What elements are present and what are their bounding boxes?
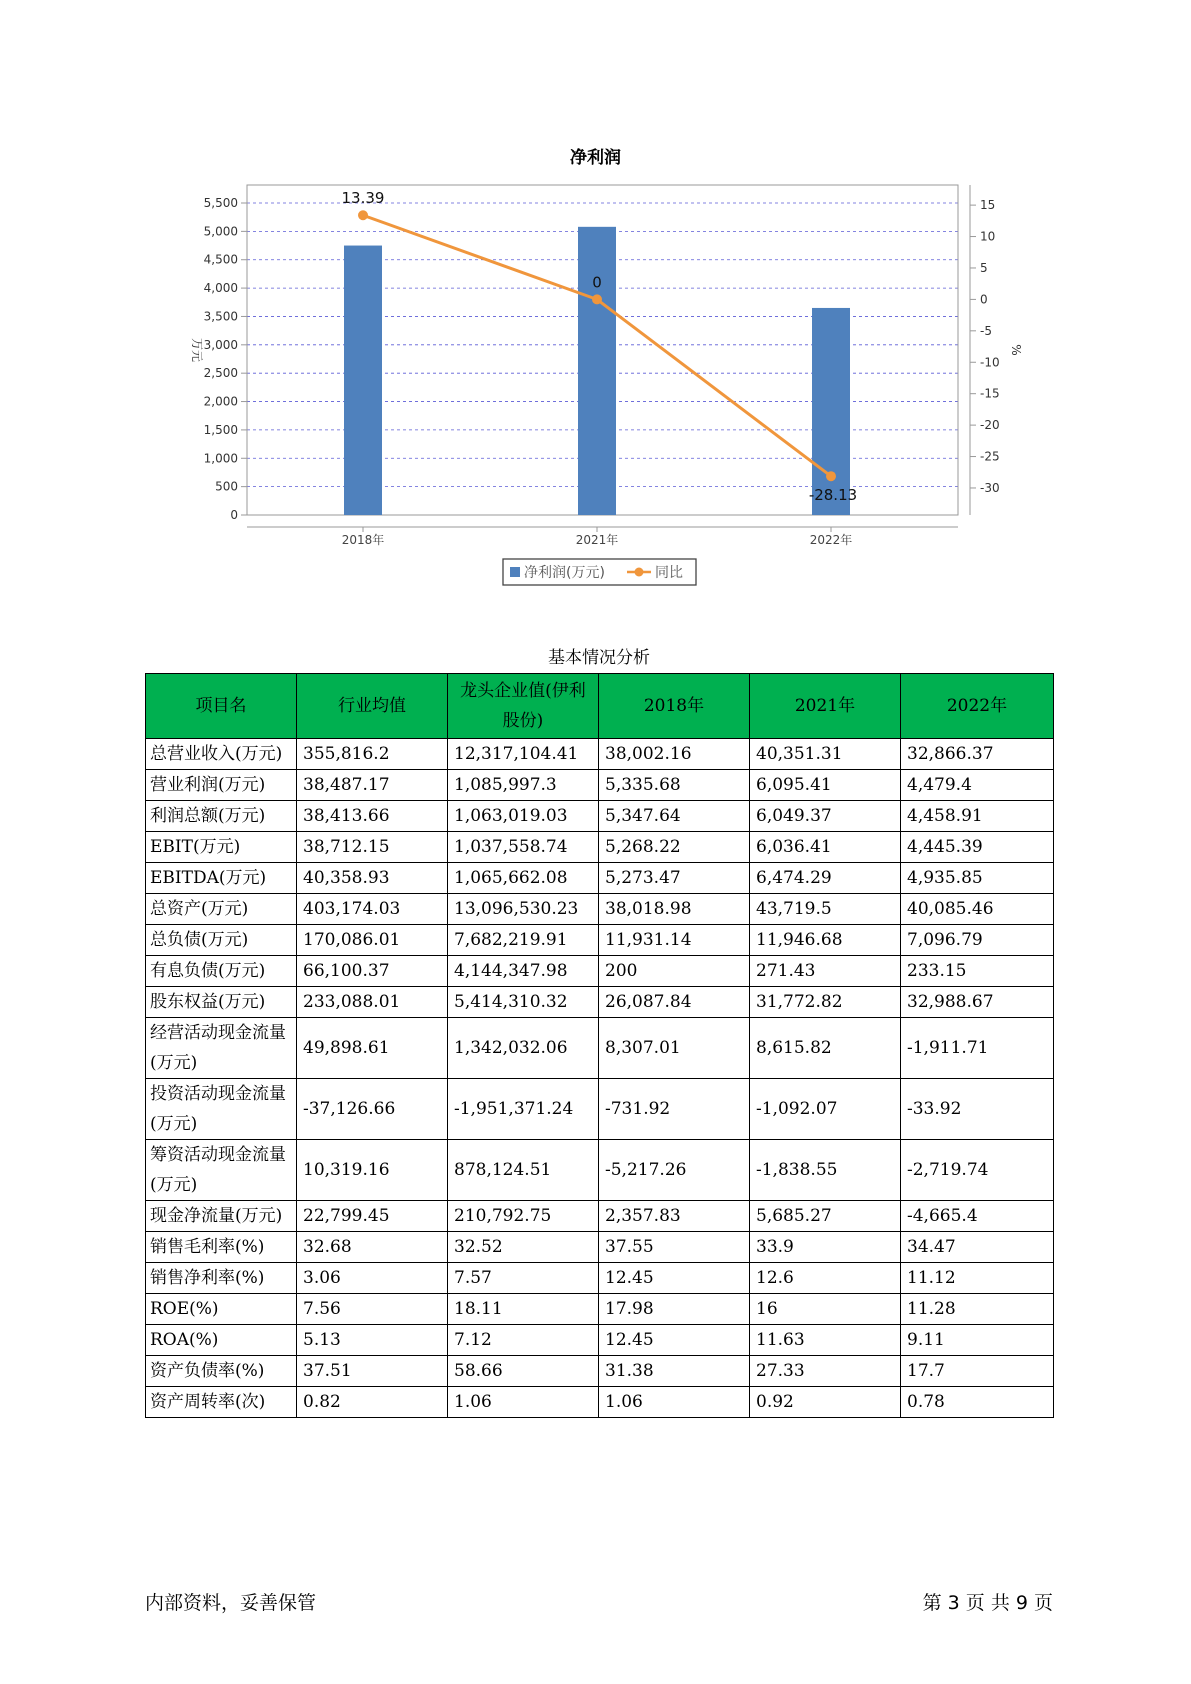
value-cell: -1,838.55: [750, 1140, 901, 1201]
yoy-point-2018年: [358, 210, 368, 220]
value-cell: 13,096,530.23: [448, 894, 599, 925]
value-cell: 18.11: [448, 1294, 599, 1325]
value-cell: 12,317,104.41: [448, 739, 599, 770]
basic-analysis-table: [145, 673, 1054, 1418]
left-tick-label: 2,500: [203, 366, 238, 381]
table-row: [146, 832, 1054, 863]
value-cell: 5,414,310.32: [448, 987, 599, 1018]
row-label-cell: 销售净利率(%): [146, 1263, 297, 1294]
value-cell: 43,719.5: [750, 894, 901, 925]
left-tick-label: 2,000: [203, 394, 238, 409]
right-tick-label: -10: [980, 355, 1000, 370]
table-row: [146, 1325, 1054, 1356]
value-cell: 40,351.31: [750, 739, 901, 770]
value-cell: 4,479.4: [901, 770, 1054, 801]
row-label-cell: 现金净流量(万元): [146, 1201, 297, 1232]
row-label-cell: 投资活动现金流量(万元): [146, 1079, 297, 1140]
table-row: [146, 956, 1054, 987]
legend-bar-swatch: [510, 567, 520, 577]
x-category-label: 2021年: [575, 533, 619, 547]
yoy-data-label: -28.13: [808, 486, 858, 505]
value-cell: 1,065,662.08: [448, 863, 599, 894]
value-cell: 6,095.41: [750, 770, 901, 801]
row-label-cell: 总营业收入(万元): [146, 739, 297, 770]
value-cell: 2,357.83: [599, 1201, 750, 1232]
value-cell: 6,036.41: [750, 832, 901, 863]
value-cell: 38,018.98: [599, 894, 750, 925]
value-cell: 17.7: [901, 1356, 1054, 1387]
value-cell: 12.45: [599, 1325, 750, 1356]
value-cell: 210,792.75: [448, 1201, 599, 1232]
bar-2022年: [812, 308, 850, 515]
yoy-point-2022年: [826, 471, 836, 481]
value-cell: -1,951,371.24: [448, 1079, 599, 1140]
footer-page-number: 第 3 页 共 9 页: [922, 1592, 1053, 1614]
header-industry-average: 行业均值: [297, 674, 448, 739]
header-year-2018: 2018年: [599, 674, 750, 739]
value-cell: 5,685.27: [750, 1201, 901, 1232]
table-row: [146, 770, 1054, 801]
value-cell: 4,144,347.98: [448, 956, 599, 987]
value-cell: -4,665.4: [901, 1201, 1054, 1232]
value-cell: 1.06: [448, 1387, 599, 1418]
value-cell: 7,096.79: [901, 925, 1054, 956]
value-cell: 32.68: [297, 1232, 448, 1263]
right-tick-label: -25: [980, 449, 1000, 464]
value-cell: 1,085,997.3: [448, 770, 599, 801]
value-cell: 22,799.45: [297, 1201, 448, 1232]
table-row: [146, 739, 1054, 770]
right-tick-label: 10: [980, 229, 996, 244]
value-cell: 5.13: [297, 1325, 448, 1356]
value-cell: 6,049.37: [750, 801, 901, 832]
value-cell: 7,682,219.91: [448, 925, 599, 956]
row-label-cell: 总资产(万元): [146, 894, 297, 925]
value-cell: 37.55: [599, 1232, 750, 1263]
table-body: [146, 739, 1054, 1418]
value-cell: 1,342,032.06: [448, 1018, 599, 1079]
header-year-2022: 2022年: [901, 674, 1054, 739]
value-cell: 26,087.84: [599, 987, 750, 1018]
table-row: [146, 1294, 1054, 1325]
value-cell: 66,100.37: [297, 956, 448, 987]
value-cell: 38,487.17: [297, 770, 448, 801]
header-leader-value: 龙头企业值(伊利股份): [448, 674, 599, 739]
left-tick-label: 3,500: [203, 309, 238, 324]
legend-line-marker: [635, 568, 644, 577]
value-cell: 38,002.16: [599, 739, 750, 770]
value-cell: 403,174.03: [297, 894, 448, 925]
value-cell: 11.63: [750, 1325, 901, 1356]
value-cell: 17.98: [599, 1294, 750, 1325]
row-label-cell: 资产负债率(%): [146, 1356, 297, 1387]
value-cell: -2,719.74: [901, 1140, 1054, 1201]
yoy-data-label: 0: [592, 273, 602, 292]
row-label-cell: 有息负债(万元): [146, 956, 297, 987]
value-cell: 12.6: [750, 1263, 901, 1294]
table-row: [146, 1140, 1054, 1201]
table-row: [146, 1232, 1054, 1263]
value-cell: 12.45: [599, 1263, 750, 1294]
value-cell: 4,445.39: [901, 832, 1054, 863]
value-cell: 32,866.37: [901, 739, 1054, 770]
value-cell: 10,319.16: [297, 1140, 448, 1201]
value-cell: 11,931.14: [599, 925, 750, 956]
table-row: [146, 801, 1054, 832]
right-tick-label: -30: [980, 480, 1000, 495]
left-tick-label: 5,000: [203, 224, 238, 239]
value-cell: -33.92: [901, 1079, 1054, 1140]
value-cell: 32.52: [448, 1232, 599, 1263]
value-cell: 31,772.82: [750, 987, 901, 1018]
legend-line-label: 同比: [655, 565, 683, 581]
row-label-cell: 筹资活动现金流量(万元): [146, 1140, 297, 1201]
left-axis-ticks: [204, 196, 247, 522]
left-tick-label: 500: [215, 479, 238, 494]
value-cell: 878,124.51: [448, 1140, 599, 1201]
right-axis-ticks: [970, 198, 1000, 495]
value-cell: 1,037,558.74: [448, 832, 599, 863]
value-cell: -5,217.26: [599, 1140, 750, 1201]
value-cell: 9.11: [901, 1325, 1054, 1356]
value-cell: 7.57: [448, 1263, 599, 1294]
value-cell: -731.92: [599, 1079, 750, 1140]
value-cell: -1,911.71: [901, 1018, 1054, 1079]
value-cell: 49,898.61: [297, 1018, 448, 1079]
right-tick-label: 5: [980, 260, 988, 275]
table-row: [146, 1356, 1054, 1387]
value-cell: 7.56: [297, 1294, 448, 1325]
left-tick-label: 1,000: [203, 451, 238, 466]
chart-title: 净利润: [570, 148, 621, 168]
value-cell: 27.33: [750, 1356, 901, 1387]
table-row: [146, 863, 1054, 894]
value-cell: 8,307.01: [599, 1018, 750, 1079]
row-label-cell: 营业利润(万元): [146, 770, 297, 801]
table-row: [146, 1387, 1054, 1418]
row-label-cell: 股东权益(万元): [146, 987, 297, 1018]
value-cell: 11,946.68: [750, 925, 901, 956]
table-row: [146, 1201, 1054, 1232]
left-tick-label: 0: [230, 508, 238, 522]
left-tick-label: 5,500: [203, 196, 238, 210]
value-cell: 11.12: [901, 1263, 1054, 1294]
header-year-2021: 2021年: [750, 674, 901, 739]
table-row: [146, 1263, 1054, 1294]
value-cell: 170,086.01: [297, 925, 448, 956]
row-label-cell: 资产周转率(次): [146, 1387, 297, 1418]
value-cell: 8,615.82: [750, 1018, 901, 1079]
value-cell: -1,092.07: [750, 1079, 901, 1140]
table-row: [146, 925, 1054, 956]
footer-confidential-note: 内部资料，妥善保管: [145, 1592, 317, 1614]
value-cell: 40,085.46: [901, 894, 1054, 925]
value-cell: 0.78: [901, 1387, 1054, 1418]
row-label-cell: ROA(%): [146, 1325, 297, 1356]
row-label-cell: 总负债(万元): [146, 925, 297, 956]
x-category-label: 2018年: [341, 533, 385, 547]
right-tick-label: 15: [980, 198, 996, 213]
bar-2018年: [344, 246, 382, 515]
value-cell: 200: [599, 956, 750, 987]
value-cell: 6,474.29: [750, 863, 901, 894]
table-header-row: [146, 674, 1054, 739]
value-cell: 32,988.67: [901, 987, 1054, 1018]
table-row: [146, 894, 1054, 925]
chart-legend: [503, 559, 696, 585]
table-row: [146, 1079, 1054, 1140]
value-cell: 0.92: [750, 1387, 901, 1418]
value-cell: 34.47: [901, 1232, 1054, 1263]
value-cell: 58.66: [448, 1356, 599, 1387]
row-label-cell: 利润总额(万元): [146, 801, 297, 832]
row-label-cell: 销售毛利率(%): [146, 1232, 297, 1263]
left-tick-label: 4,500: [203, 252, 238, 267]
y2-axis-label: %: [1009, 344, 1023, 356]
yoy-data-label: 13.39: [341, 189, 385, 208]
row-label-cell: ROE(%): [146, 1294, 297, 1325]
row-label-cell: EBITDA(万元): [146, 863, 297, 894]
left-tick-label: 4,000: [203, 281, 238, 296]
value-cell: 33.9: [750, 1232, 901, 1263]
y-axis-label: 万元: [190, 337, 204, 363]
table-row: [146, 987, 1054, 1018]
table-caption: 基本情况分析: [548, 648, 650, 668]
bar-series: [344, 227, 850, 515]
value-cell: 233.15: [901, 956, 1054, 987]
row-label-cell: EBIT(万元): [146, 832, 297, 863]
bar-2021年: [578, 227, 616, 515]
value-cell: 38,712.15: [297, 832, 448, 863]
value-cell: 271.43: [750, 956, 901, 987]
yoy-point-2021年: [592, 294, 602, 304]
x-category-label: 2022年: [809, 533, 853, 547]
right-tick-label: -15: [980, 386, 1000, 401]
value-cell: 233,088.01: [297, 987, 448, 1018]
value-cell: 5,273.47: [599, 863, 750, 894]
value-cell: 0.82: [297, 1387, 448, 1418]
value-cell: 4,935.85: [901, 863, 1054, 894]
value-cell: 5,335.68: [599, 770, 750, 801]
legend-bar-label: 净利润(万元): [524, 565, 605, 581]
value-cell: 7.12: [448, 1325, 599, 1356]
row-label-cell: 经营活动现金流量(万元): [146, 1018, 297, 1079]
right-tick-label: -5: [980, 323, 992, 338]
value-cell: 5,268.22: [599, 832, 750, 863]
value-cell: 38,413.66: [297, 801, 448, 832]
x-axis-categories: [342, 527, 853, 547]
value-cell: 1.06: [599, 1387, 750, 1418]
value-cell: 4,458.91: [901, 801, 1054, 832]
value-cell: 11.28: [901, 1294, 1054, 1325]
left-tick-label: 3,000: [203, 337, 238, 352]
value-cell: -37,126.66: [297, 1079, 448, 1140]
value-cell: 31.38: [599, 1356, 750, 1387]
header-item-name: 项目名: [146, 674, 297, 739]
value-cell: 5,347.64: [599, 801, 750, 832]
right-tick-label: -20: [980, 418, 1000, 433]
value-cell: 40,358.93: [297, 863, 448, 894]
net-profit-chart: [0, 0, 1191, 620]
value-cell: 355,816.2: [297, 739, 448, 770]
right-tick-label: 0: [980, 292, 988, 307]
value-cell: 3.06: [297, 1263, 448, 1294]
left-tick-label: 1,500: [203, 422, 238, 437]
value-cell: 1,063,019.03: [448, 801, 599, 832]
table-row: [146, 1018, 1054, 1079]
value-cell: 16: [750, 1294, 901, 1325]
value-cell: 37.51: [297, 1356, 448, 1387]
